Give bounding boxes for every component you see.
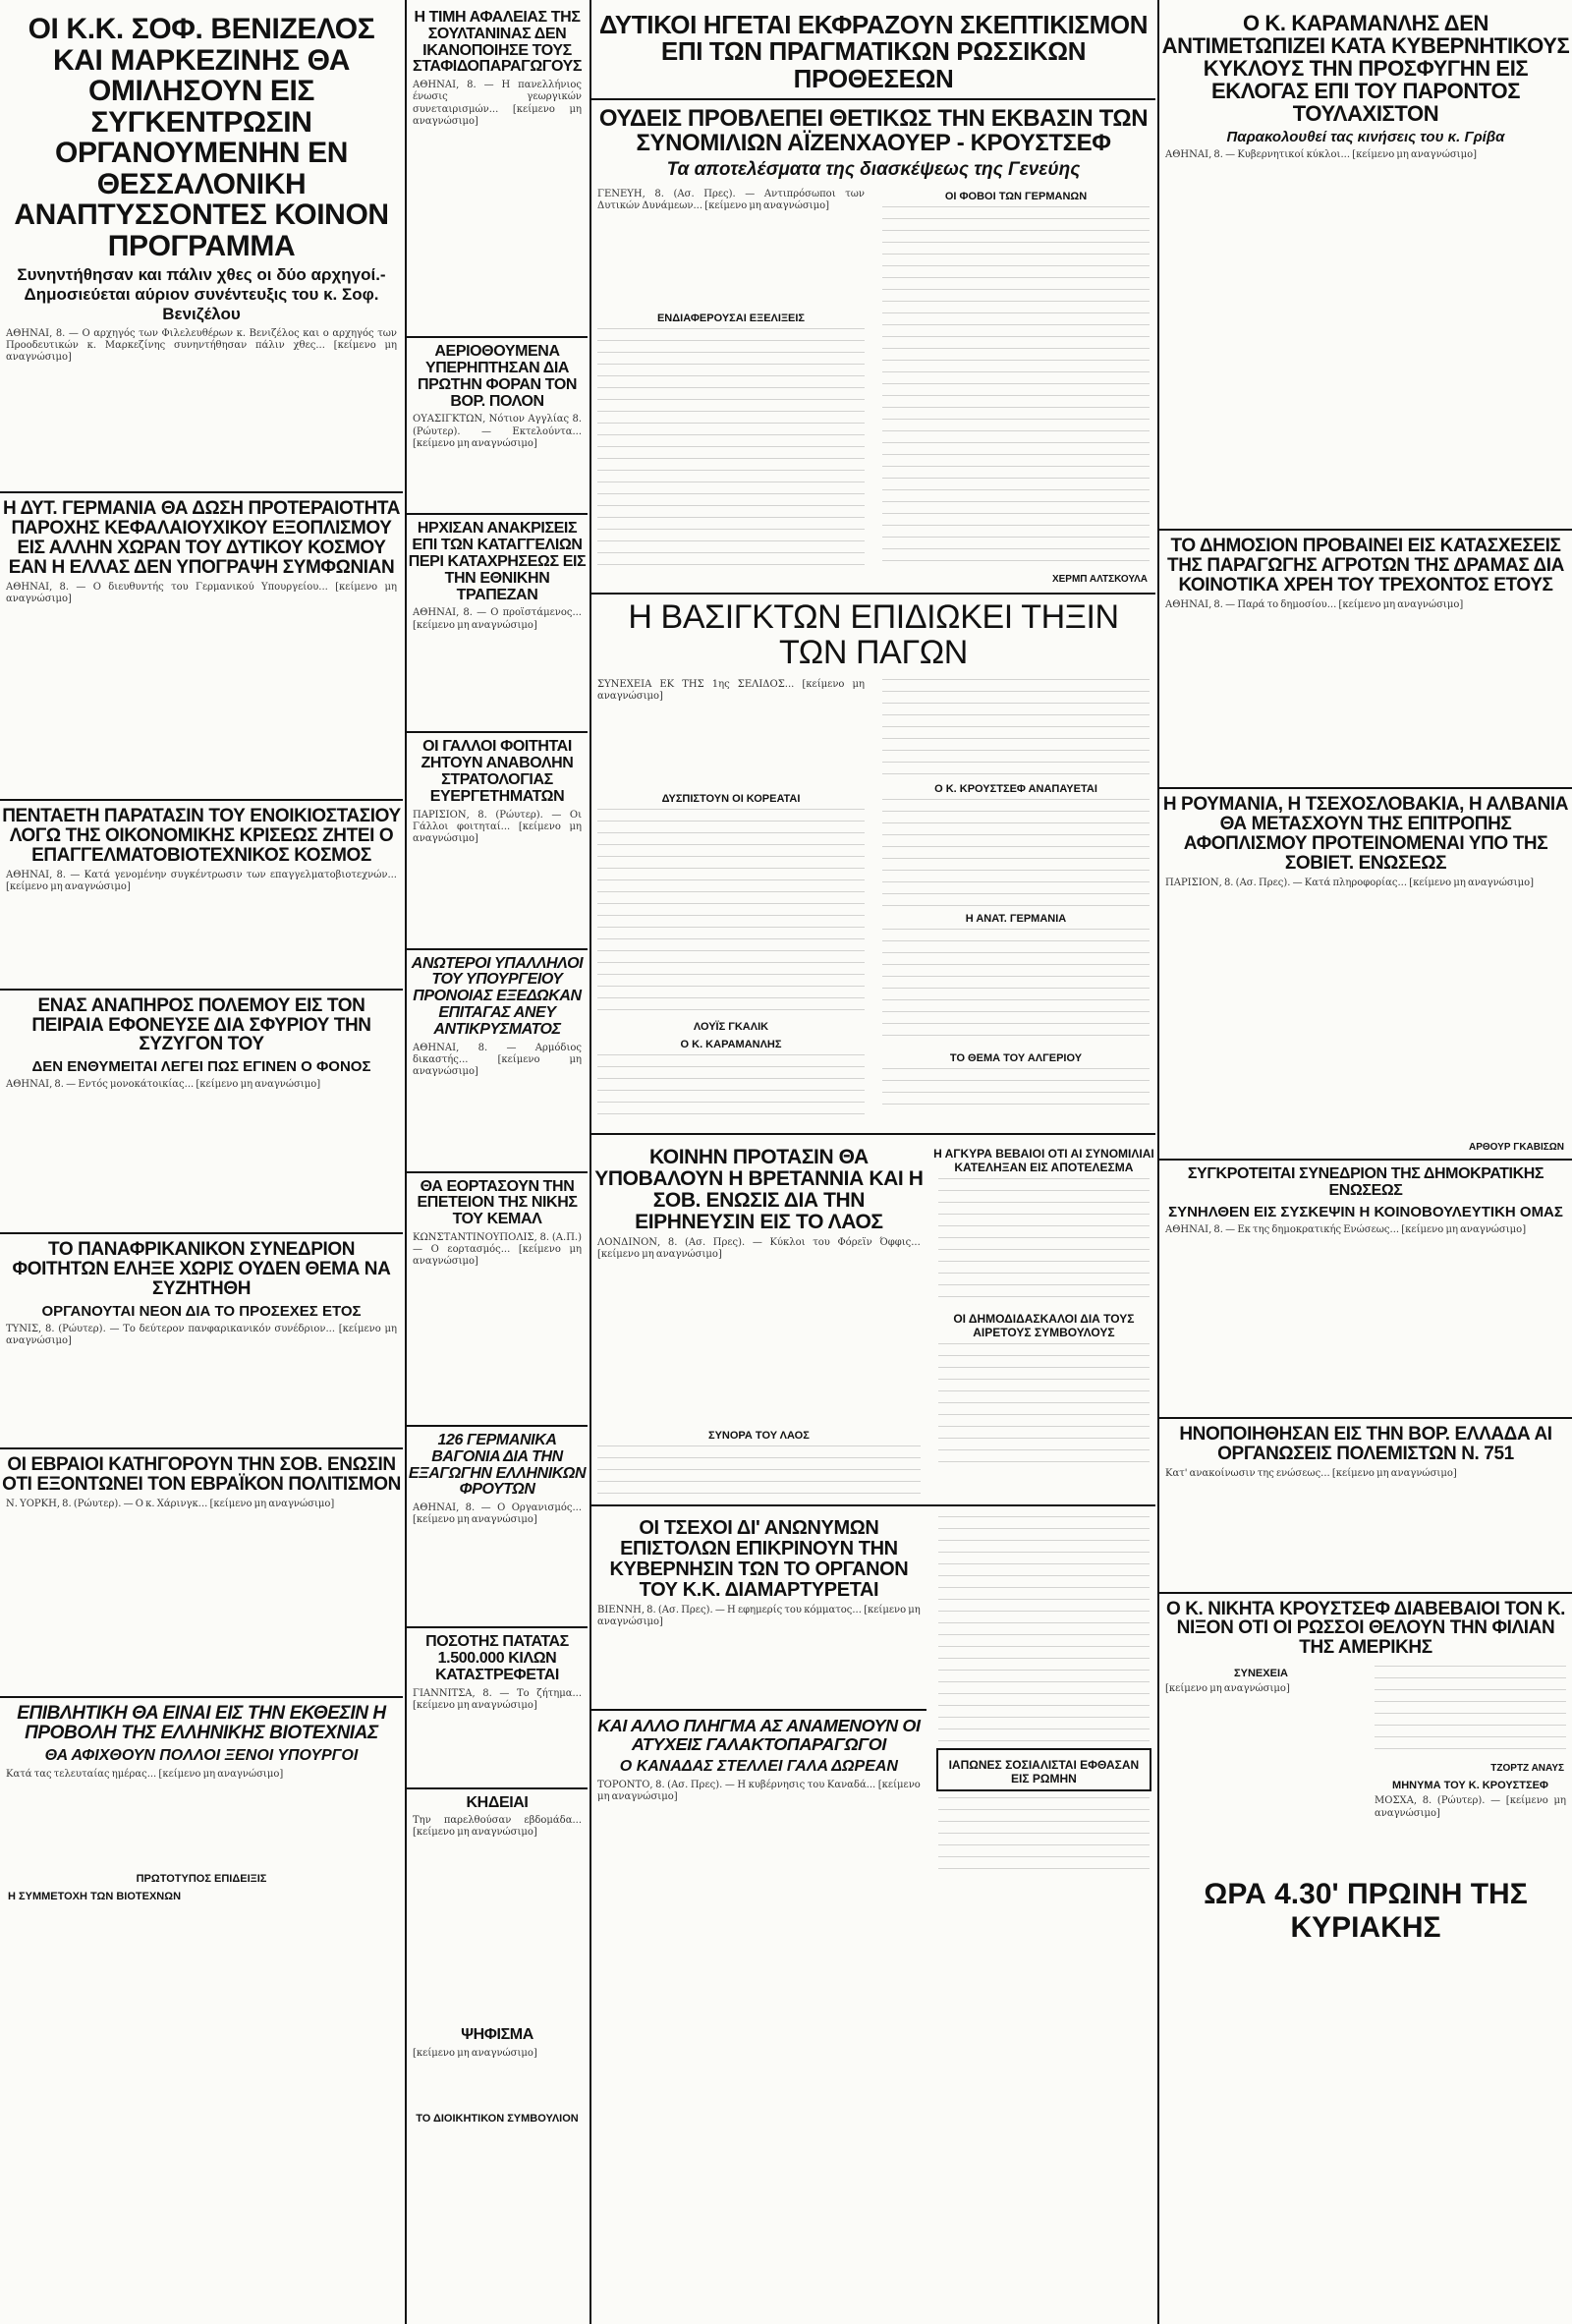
article-headline: ΔΥΤΙΚΟΙ ΗΓΕΤΑΙ ΕΚΦΡΑΖΟΥΝ ΣΚΕΠΤΙΚΙΣΜΟΝ ΕΠΙ ΤΩΝ ΠΡΑΓΜΑΤΙΚΩΝ ΡΩΣΣΙΚΩΝ ΠΡΟΘΕΣΕΩΝ <box>598 10 1149 93</box>
text-column <box>591 1512 926 1880</box>
divider <box>591 1504 1155 1506</box>
article-body: ΓΙΑΝΝΙΤΣΑ, 8. — Το ζήτημα... [κείμενο μη αναγνώσιμο] <box>413 1687 582 1711</box>
article-body-text <box>1375 1666 1566 1759</box>
article-body: ΜΟΣΧΑ, 8. (Ρώυτερ). — [κείμενο μη αναγνώσιμο] <box>1375 1795 1566 1819</box>
divider <box>1159 1159 1572 1161</box>
signature: ΤΟ ΔΙΟΙΚΗΤΙΚΟΝ ΣΥΜΒΟΥΛΙΟΝ <box>416 2113 579 2126</box>
article-body: ΚΩΝΣΤΑΝΤΙΝΟΥΠΟΛΙΣ, 8. (Α.Π.) — Ο εορτασμός... [κείμενο μη αναγνώσιμο] <box>413 1231 582 1268</box>
article-headline: ΟΙ ΤΣΕΧΟΙ ΔΙ' ΑΝΩΝΥΜΩΝ ΕΠΙΣΤΟΛΩΝ ΕΠΙΚΡΙΝΟΥΝ ΤΗΝ ΚΥΒΕΡΝΗΣΙΝ ΤΩΝ ΤΟ ΟΡΓΑΝΟΝ ΤΟΥ Κ.Κ. ΔΙΑΜΑΡΤΥΡΕΤΑΙ <box>609 1516 909 1601</box>
section-label: ΠΡΩΤΟΤΥΠΟΣ ΕΠΙΔΕΙΞΙΣ <box>136 1872 267 1885</box>
article-headline: ΟΥΔΕΙΣ ΠΡΟΒΛΕΠΕΙ ΘΕΤΙΚΩΣ ΤΗΝ ΕΚΒΑΣΙΝ ΤΩΝ ΣΥΝΟΜΙΛΙΩΝ ΑΪΖΕΝΧΑΟΥΕΡ - ΚΡΟΥΣΤΣΕΦ <box>598 104 1149 157</box>
article-headline: ΑΝΩΤΕΡΟΙ ΥΠΑΛΛΗΛΟΙ ΤΟΥ ΥΠΟΥΡΓΕΙΟΥ ΠΡΟΝΟΙΑΣ ΕΞΕΔΩΚΑΝ ΕΠΙΤΑΓΑΣ ΑΝΕΥ ΑΝΤΙΚΡΥΣΜΑΤΟΣ <box>411 954 584 1038</box>
section-label: Ο Κ. ΚΡΟΥΣΤΣΕΦ ΑΝΑΠΑΥΕΤΑΙ <box>934 782 1097 795</box>
text-column <box>591 185 870 587</box>
article-subhead: ΣΥΝΗΛΘΕΝ ΕΙΣ ΣΥΣΚΕΨΙΝ Η ΚΟΙΝΟΒΟΥΛΕΥΤΙΚΗ ΟΜΑΣ <box>1168 1203 1563 1220</box>
article-body: ΑΘΗΝΑΙ, 8. — Κατά γενομένην συγκέντρωσιν των επαγγελματοβιοτεχνών... [κείμενο μη αναγνώσιμο] <box>6 869 397 892</box>
divider <box>0 1696 403 1698</box>
article-body-text <box>938 1178 1150 1306</box>
article-body-text <box>882 206 1150 570</box>
text-column <box>591 675 870 1127</box>
divider <box>591 593 1155 595</box>
article-headline: ΨΗΦΙΣΜΑ <box>461 2026 533 2044</box>
divider <box>0 491 403 493</box>
divider <box>407 1787 588 1789</box>
section-label: ΟΙ ΦΟΒΟΙ ΤΩΝ ΓΕΡΜΑΝΩΝ <box>944 191 1088 203</box>
column-4 <box>1159 0 1572 2324</box>
article-body: ΛΟΝΔΙΝΟΝ, 8. (Ασ. Πρες). — Κύκλοι του Φόρεϊν Όφφις... [κείμενο μη αναγνώσιμο] <box>597 1236 921 1261</box>
lower-section <box>591 1141 1155 1499</box>
article-body-text <box>882 679 1150 777</box>
text-column <box>1159 1662 1363 1868</box>
article-body: ΤΥΝΙΣ, 8. (Ρώυτερ). — Το δεύτερον πανφαρικανικόν συνέδριον... [κείμενο μη αναγνώσιμο] <box>6 1324 397 1347</box>
article-subhead: ΔΕΝ ΕΝΘΥΜΕΙΤΑΙ ΛΕΓΕΙ ΠΩΣ ΕΓΙΝΕΝ Ο ΦΟΝΟΣ <box>31 1058 371 1076</box>
article-body: ΑΘΗΝΑΙ, 8. — Αρμόδιος δικαστής... [κείμενο μη αναγνώσιμο] <box>413 1042 582 1077</box>
divider <box>1159 529 1572 531</box>
article-headline: ΚΗΔΕΙΑΙ <box>466 1793 529 1811</box>
article-body-text <box>938 1797 1150 1876</box>
article-headline: 126 ΓΕΡΜΑΝΙΚΑ ΒΑΓΟΝΙΑ ΔΙΑ ΤΗΝ ΕΞΑΓΩΓΗΝ ΕΛΛΗΝΙΚΩΝ ΦΡΟΥΤΩΝ <box>408 1431 587 1499</box>
section-label: ΔΥΣΠΙΣΤΟΥΝ ΟΙ ΚΟΡΕΑΤΑΙ <box>661 792 801 805</box>
article-headline: ΗΡΧΙΣΑΝ ΑΝΑΚΡΙΣΕΙΣ ΕΠΙ ΤΩΝ ΚΑΤΑΓΓΕΛΙΩΝ ΠΕΡΙ ΚΑΤΑΧΡΗΣΕΩΣ ΕΙΣ ΤΗΝ ΕΘΝΙΚΗΝ ΤΡΑΠΕΖΑΝ <box>408 520 587 603</box>
section-label: ΣΥΝΟΡΑ ΤΟΥ ΛΑΟΣ <box>707 1429 810 1442</box>
article-body-text <box>938 1343 1150 1471</box>
article-body: Ν. ΥΟΡΚΗ, 8. (Ρώυτερ). — Ο κ. Χάρινγκ... [κείμενο μη αναγνώσιμο] <box>6 1499 335 1510</box>
article-body: ΓΕΝΕΥΗ, 8. (Ασ. Πρες). — Αντιπρόσωποι των Δυτικών Δυνάμεων... [κείμενο μη αναγνώσιμο] <box>597 189 865 212</box>
article-body: ΑΘΗΝΑΙ, 8. — Κυβερνητικοί κύκλοι... [κείμενο μη αναγνώσιμο] <box>1165 149 1478 161</box>
column-2 <box>407 0 588 2324</box>
divider <box>0 1447 403 1449</box>
text-column <box>1369 1662 1572 1868</box>
article-headline: ΟΙ ΓΑΛΛΟΙ ΦΟΙΤΗΤΑΙ ΖΗΤΟΥΝ ΑΝΑΒΟΛΗΝ ΣΤΡΑΤΟΛΟΓΙΑΣ ΕΥΕΡΓΕΤΗΜΑΤΩΝ <box>421 738 574 805</box>
divider <box>407 1171 588 1173</box>
article-body: ΑΘΗΝΑΙ, 8. — Παρά το δημοσίου... [κείμενο μη αναγνώσιμο] <box>1165 599 1464 611</box>
byline: ΑΡΘΟΥΡ ΓΚΑΒΙΣΩΝ <box>1469 1142 1564 1154</box>
section-label: ΤΟ ΘΕΜΑ ΤΟΥ ΑΛΓΕΡΙΟΥ <box>949 1051 1083 1064</box>
article-headline: ΗΝΟΠΟΙΗΘΗΣΑΝ ΕΙΣ ΤΗΝ ΒΟΡ. ΕΛΛΑΔΑ ΑΙ ΟΡΓΑΝΩΣΕΙΣ ΠΟΛΕΜΙΣΤΩΝ Ν. 751 <box>1179 1423 1552 1464</box>
divider <box>0 1232 403 1234</box>
text-column <box>876 675 1155 1127</box>
article-columns <box>591 675 1155 1127</box>
article-headline: ΤΟ ΔΗΜΟΣΙΟΝ ΠΡΟΒΑΙΝΕΙ ΕΙΣ ΚΑΤΑΣΧΕΣΕΙΣ ΤΗΣ ΠΑΡΑΓΩΓΗΣ ΑΓΡΟΤΩΝ ΤΗΣ ΔΡΑΜΑΣ ΔΙΑ ΚΟΙΝΟΤΙΚΑ ΧΡΕΗ ΤΟΥ ΤΡΕΧΟΝΤΟΣ ΕΤΟΥΣ <box>1166 536 1565 596</box>
section-label: ΙΑΠΩΝΕΣ ΣΟΣΙΑΛΙΣΤΑΙ ΕΦΘΑΣΑΝ ΕΙΣ ΡΩΜΗΝ <box>948 1757 1140 1786</box>
byline: ΧΕΡΜΠ ΑΛΤΣΚΟΥΛΑ <box>1051 574 1148 586</box>
article-body-text <box>882 1068 1150 1107</box>
article-body: ΣΥΝΕΧΕΙΑ ΕΚ ΤΗΣ 1ης ΣΕΛΙΔΟΣ... [κείμενο μη αναγνώσιμο] <box>597 678 865 702</box>
section-label: ΕΝΔΙΑΦΕΡΟΥΣΑΙ ΕΞΕΛΙΞΕΙΣ <box>656 312 806 325</box>
article-headline: ΚΟΙΝΗΝ ΠΡΟΤΑΣΙΝ ΘΑ ΥΠΟΒΑΛΟΥΝ Η ΒΡΕΤΑΝΝΙΑ ΚΑΙ Η ΣΟΒ. ΕΝΩΣΙΣ ΔΙΑ ΤΗΝ ΕΙΡΗΝΕΥΣΙΝ ΕΙΣ ΤΟ ΛΑΟΣ <box>594 1145 924 1233</box>
article-headline: ΕΠΙΒΛΗΤΙΚΗ ΘΑ ΕΙΝΑΙ ΕΙΣ ΤΗΝ ΕΚΘΕΣΙΝ Η ΠΡΟΒΟΛΗ ΤΗΣ ΕΛΛΗΝΙΚΗΣ ΒΙΟΤΕΧΝΙΑΣ <box>17 1703 386 1743</box>
article-headline: Η ΤΙΜΗ ΑΦΑΛΕΙΑΣ ΤΗΣ ΣΟΥΛΤΑΝΙΝΑΣ ΔΕΝ ΙΚΑΝΟΠΟΙΗΣΕ ΤΟΥΣ ΣΤΑΦΙΔΟΠΑΡΑΓΩΓΟΥΣ <box>412 9 583 76</box>
article-body-text <box>882 799 1150 907</box>
article-body-text <box>597 1445 921 1495</box>
article-headline: ΚΑΙ ΑΛΛΟ ΠΛΗΓΜΑ ΑΣ ΑΝΑΜΕΝΟΥΝ ΟΙ ΑΤΥΧΕΙΣ ΓΑΛΑΚΤΟΠΑΡΑΓΩΓΟΙ <box>597 1715 921 1754</box>
article-subhead: Συνηντήθησαν και πάλιν χθες οι δύο αρχηγοί.- Δημοσιεύεται αύριον συνέντευξις του κ. Σοφ. Βενιζέλου <box>17 265 386 323</box>
section-label: Ο Κ. ΚΑΡΑΜΑΝΛΗΣ <box>680 1038 782 1050</box>
column-1 <box>0 0 403 2324</box>
article-body: ΑΘΗΝΑΙ, 8. — Ο αρχηγός των Φιλελευθέρων κ. Βενιζέλος και ο αρχηγός των Προοδευτικών κ. Μαρκεζίνης συνηντήθησαν πάλιν χθες... [κείμενο μη αναγνώσιμο] <box>6 328 397 364</box>
article-subhead: ΟΡΓΑΝΟΥΤΑΙ ΝΕΟΝ ΔΙΑ ΤΟ ΠΡΟΣΕΧΕΣ ΕΤΟΣ <box>41 1303 362 1321</box>
divider <box>0 799 403 801</box>
article-body: Κατά τας τελευταίας ημέρας... [κείμενο μη αναγνώσιμο] <box>6 1768 284 1780</box>
text-column <box>591 1141 926 1499</box>
article-body-text <box>597 328 865 574</box>
section-label: ΛΟΥΪΣ ΓΚΑΛΙΚ <box>693 1020 769 1033</box>
divider <box>0 989 403 991</box>
divider <box>591 98 1155 100</box>
article-headline: Η ΒΑΣΙΓΚΤΩΝ ΕΠΙΔΙΩΚΕΙ ΤΗΞΙΝ ΤΩΝ ΠΑΓΩΝ <box>628 598 1119 671</box>
article-subhead: Ο ΚΑΝΑΔΑΣ ΣΤΕΛΛΕΙ ΓΑΛΑ ΔΩΡΕΑΝ <box>619 1757 898 1775</box>
article-body: ΤΟΡΟΝΤΟ, 8. (Ασ. Πρες). — Η κυβέρνησις του Καναδά... [κείμενο μη αναγνώσιμο] <box>597 1779 921 1802</box>
divider <box>407 336 588 338</box>
article-subhead: ΘΑ ΑΦΙΧΘΟΥΝ ΠΟΛΛΟΙ ΞΕΝΟΙ ΥΠΟΥΡΓΟΙ <box>44 1746 359 1764</box>
text-column <box>932 1141 1155 1499</box>
article-body: Την παρελθούσαν εβδομάδα... [κείμενο μη αναγνώσιμο] <box>413 1815 582 1839</box>
article-headline: ΤΟ ΠΑΝΑΦΡΙΚΑΝΙΚΟΝ ΣΥΝΕΔΡΙΟΝ ΦΟΙΤΗΤΩΝ ΕΛΗΞΕ ΧΩΡΙΣ ΟΥΔΕΝ ΘΕΜΑ ΝΑ ΣΥΖΗΤΗΘΗ <box>12 1239 391 1300</box>
divider <box>407 1425 588 1427</box>
article-headline: ΟΙ Κ.Κ. ΣΟΦ. ΒΕΝΙΖΕΛΟΣ ΚΑΙ ΜΑΡΚΕΖΙΝΗΣ ΘΑ ΟΜΙΛΗΣΟΥΝ ΕΙΣ ΣΥΓΚΕΝΤΡΩΣΙΝ ΟΡΓΑΝΟΥΜΕΝΗΝ ΕΝ ΘΕΣΣΑΛΟΝΙΚΗ ΑΝΑΠΤΥΣΣΟΝΤΕΣ ΚΟΙΝΟΝ ΠΡΟΓΡΑΜΜΑ <box>14 13 389 262</box>
article-body: ΟΥΑΣΙΓΚΤΩΝ, Νότιον Αγγλίας 8. (Ρώυτερ). — Εκτελούντα... [κείμενο μη αναγνώσιμο] <box>413 414 582 449</box>
article-body-text <box>882 929 1150 1047</box>
article-headline: ΘΑ ΕΟΡΤΑΣΟΥΝ ΤΗΝ ΕΠΕΤΕΙΟΝ ΤΗΣ ΝΙΚΗΣ ΤΟΥ ΚΕΜΑΛ <box>417 1177 578 1228</box>
divider <box>1159 1417 1572 1419</box>
article-headline: ΠΕΝΤΑΕΤΗ ΠΑΡΑΤΑΣΙΝ ΤΟΥ ΕΝΟΙΚΙΟΣΤΑΣΙΟΥ ΛΟΓΩ ΤΗΣ ΟΙΚΟΝΟΜΙΚΗΣ ΚΡΙΣΕΩΣ ΖΗΤΕΙ Ο ΕΠΑΓΓΕΛΜΑΤΟΒΙΟΤΕΧΝΙΚΟΣ ΚΟΣΜΟΣ <box>2 805 401 866</box>
article-body: Κατ' ανακοίνωσιν της ενώσεως... [κείμενο μη αναγνώσιμο] <box>1165 1467 1457 1479</box>
article-body: [κείμενο μη αναγνώσιμο] <box>413 2048 537 2060</box>
divider <box>407 731 588 733</box>
divider <box>1159 1592 1572 1594</box>
article-body: ΑΘΗΝΑΙ, 8. — Ο διευθυντής του Γερμανικού Υπουργείου... [κείμενο μη αναγνώσιμο] <box>6 581 397 604</box>
article-body-text <box>597 1054 865 1123</box>
article-headline: ΟΙ ΕΒΡΑΙΟΙ ΚΑΤΗΓΟΡΟΥΝ ΤΗΝ ΣΟΒ. ΕΝΩΣΙΝ ΟΤΙ ΕΞΟΝΤΩΝΕΙ ΤΟΝ ΕΒΡΑΪΚΟΝ ΠΟΛΙΤΙΣΜΟΝ <box>2 1454 401 1496</box>
article-headline: Η ΔΥΤ. ΓΕΡΜΑΝΙΑ ΘΑ ΔΩΣΗ ΠΡΟΤΕΡΑΙΟΤΗΤΑ ΠΑΡΟΧΗΣ ΚΕΦΑΛΑΙΟΥΧΙΚΟΥ ΕΞΟΠΛΙΣΜΟΥ ΕΙΣ ΑΛΛΗΝ ΧΩΡΑΝ ΤΟΥ ΔΥΤΙΚΟΥ ΚΟΣΜΟΥ ΕΑΝ Η ΕΛΛΑΣ ΔΕΝ ΥΠΟΓΡΑΨΗ ΣΥΜΦΩΝΙΑΝ <box>2 498 401 578</box>
text-column <box>876 185 1155 587</box>
divider <box>407 513 588 515</box>
section-label: Η ΑΝΑΤ. ΓΕΡΜΑΝΙΑ <box>965 912 1067 925</box>
article-headline: ΕΝΑΣ ΑΝΑΠΗΡΟΣ ΠΟΛΕΜΟΥ ΕΙΣ ΤΟΝ ΠΕΙΡΑΙΑ ΕΦΟΝΕΥΣΕ ΔΙΑ ΣΦΥΡΙΟΥ ΤΗΝ ΣΥΖΥΓΟΝ ΤΟΥ <box>31 994 371 1055</box>
section-label: ΣΥΝΕΧΕΙΑ <box>1234 1668 1288 1680</box>
divider <box>407 948 588 950</box>
article-subhead: Παρακολουθεί τας κινήσεις του κ. Γρίβα <box>1226 129 1505 146</box>
article-headline: Η ΡΟΥΜΑΝΙΑ, Η ΤΣΕΧΟΣΛΟΒΑΚΙΑ, Η ΑΛΒΑΝΙΑ ΘΑ ΜΕΤΑΣΧΟΥΝ ΤΗΣ ΕΠΙΤΡΟΠΗΣ ΑΦΟΠΛΙΣΜΟΥ ΠΡΟΤΕΙΝΟΜΕΝΑΙ ΥΠΟ ΤΗΣ ΣΟΒΙΕΤ. ΕΝΩΣΕΩΣ <box>1162 794 1569 875</box>
article-headline: ΠΟΣΟΤΗΣ ΠΑΤΑΤΑΣ 1.500.000 ΚΙΛΩΝ ΚΑΤΑΣΤΡΕΦΕΤΑΙ <box>425 1633 569 1683</box>
article-body: ΠΑΡΙΣΙΟΝ, 8. (Ρώυτερ). — Οι Γάλλοι φοιτηταί... [κείμενο μη αναγνώσιμο] <box>413 809 582 844</box>
byline: ΤΖΟΡΤΖ ΑΝΑΥΣ <box>1490 1763 1564 1775</box>
article-body-text <box>597 809 865 1015</box>
section-label: Η ΣΥΜΜΕΤΟΧΗ ΤΩΝ ΒΙΟΤΕΧΝΩΝ <box>8 1890 182 1902</box>
divider <box>1159 787 1572 789</box>
article-headline: ΑΕΡΙΟΘΟΥΜΕΝΑ ΥΠΕΡΗΠΤΗΣΑΝ ΔΙΑ ΠΡΩΤΗΝ ΦΟΡΑΝ ΤΟΝ ΒΟΡ. ΠΟΛΟΝ <box>417 343 578 410</box>
text-column <box>932 1512 1155 1880</box>
article-body: ΑΘΗΝΑΙ, 8. — Ο Οργανισμός... [κείμενο μη αναγνώσιμο] <box>413 1502 582 1526</box>
article-body: ΑΘΗΝΑΙ, 8. — Εντός μονοκάτοικίας... [κείμενο μη αναγνώσιμο] <box>6 1079 321 1091</box>
article-headline: Ο Κ. ΚΑΡΑΜΑΝΛΗΣ ΔΕΝ ΑΝΤΙΜΕΤΩΠΙΖΕΙ ΚΑΤΑ ΚΥΒΕΡΝΗΤΙΚΟΥΣ ΚΥΚΛΟΥΣ ΤΗΝ ΠΡΟΣΦΥΓΗΝ ΕΙΣ ΕΚΛΟΓΑΣ ΕΠΙ ΤΟΥ ΠΑΡΟΝΤΟΣ ΤΟΥΛΑΧΙΣΤΟΝ <box>1161 11 1570 127</box>
article-body: ΑΘΗΝΑΙ, 8. — Ο προϊστάμενος... [κείμενο μη αναγνώσιμο] <box>413 607 582 631</box>
article-headline: Ο Κ. ΝΙΚΗΤΑ ΚΡΟΥΣΤΣΕΦ ΔΙΑΒΕΒΑΙΟΙ ΤΟΝ Κ. ΝΙΞΟΝ ΟΤΙ ΟΙ ΡΩΣΣΟΙ ΘΕΛΟΥΝ ΤΗΝ ΦΙΛΙΑΝ ΤΗΣ ΑΜΕΡΙΚΗΣ <box>1165 1598 1566 1659</box>
column-3 <box>591 0 1155 2324</box>
divider <box>591 1709 926 1711</box>
section-label: Η ΑΓΚΥΡΑ ΒΕΒΑΙΟΙ ΟΤΙ ΑΙ ΣΥΝΟΜΙΛΙΑΙ ΚΑΤΕΛΗΞΑΝ ΕΙΣ ΑΠΟΤΕΛΕΣΜΑ <box>933 1146 1154 1174</box>
article-body: ΑΘΗΝΑΙ, 8. — Εκ της δημοκρατικής Ενώσεως... [κείμενο μη αναγνώσιμο] <box>1165 1223 1527 1235</box>
article-columns <box>591 185 1155 587</box>
article-headline: ΣΥΓΚΡΟΤΕΙΤΑΙ ΣΥΝΕΔΡΙΟΝ ΤΗΣ ΔΗΜΟΚΡΑΤΙΚΗΣ ΕΝΩΣΕΩΣ <box>1187 1165 1544 1199</box>
divider <box>407 1626 588 1628</box>
divider <box>591 1133 1155 1135</box>
article-body-text <box>938 1516 1150 1742</box>
article-subhead: Τα αποτελέσματα της διασκέψεως της Γενεύης <box>666 159 1081 181</box>
article-columns <box>1159 1662 1572 1868</box>
article-body: [κείμενο μη αναγνώσιμο] <box>1165 1683 1290 1695</box>
section-label: ΟΙ ΔΗΜΟΔΙΔΑΣΚΑΛΟΙ ΔΙΑ ΤΟΥΣ ΑΙΡΕΤΟΥΣ ΣΥΜΒΟΥΛΟΥΣ <box>953 1311 1135 1339</box>
lower-section <box>591 1512 1155 1880</box>
section-label: ΜΗΝΥΜΑ ΤΟΥ Κ. ΚΡΟΥΣΤΣΕΦ <box>1392 1780 1548 1792</box>
article-body: ΑΘΗΝΑΙ, 8. — Η πανελλήνιος ένωσις γεωργικών συνεταιρισμών... [κείμενο μη αναγνώσιμο] <box>413 80 582 127</box>
article-body: ΠΑΡΙΣΙΟΝ, 8. (Ασ. Πρες). — Κατά πληροφορίας... [κείμενο μη αναγνώσιμο] <box>1165 878 1535 889</box>
footer-headline: ΩΡΑ 4.30' ΠΡΩΙΝΗ ΤΗΣ ΚΥΡΙΑΚΗΣ <box>1204 1878 1528 1945</box>
article-body: ΒΙΕΝΝΗ, 8. (Ασ. Πρες). — Η εφημερίς του κόμματος... [κείμενο μη αναγνώσιμο] <box>597 1604 921 1628</box>
boxed-item <box>936 1748 1151 1791</box>
